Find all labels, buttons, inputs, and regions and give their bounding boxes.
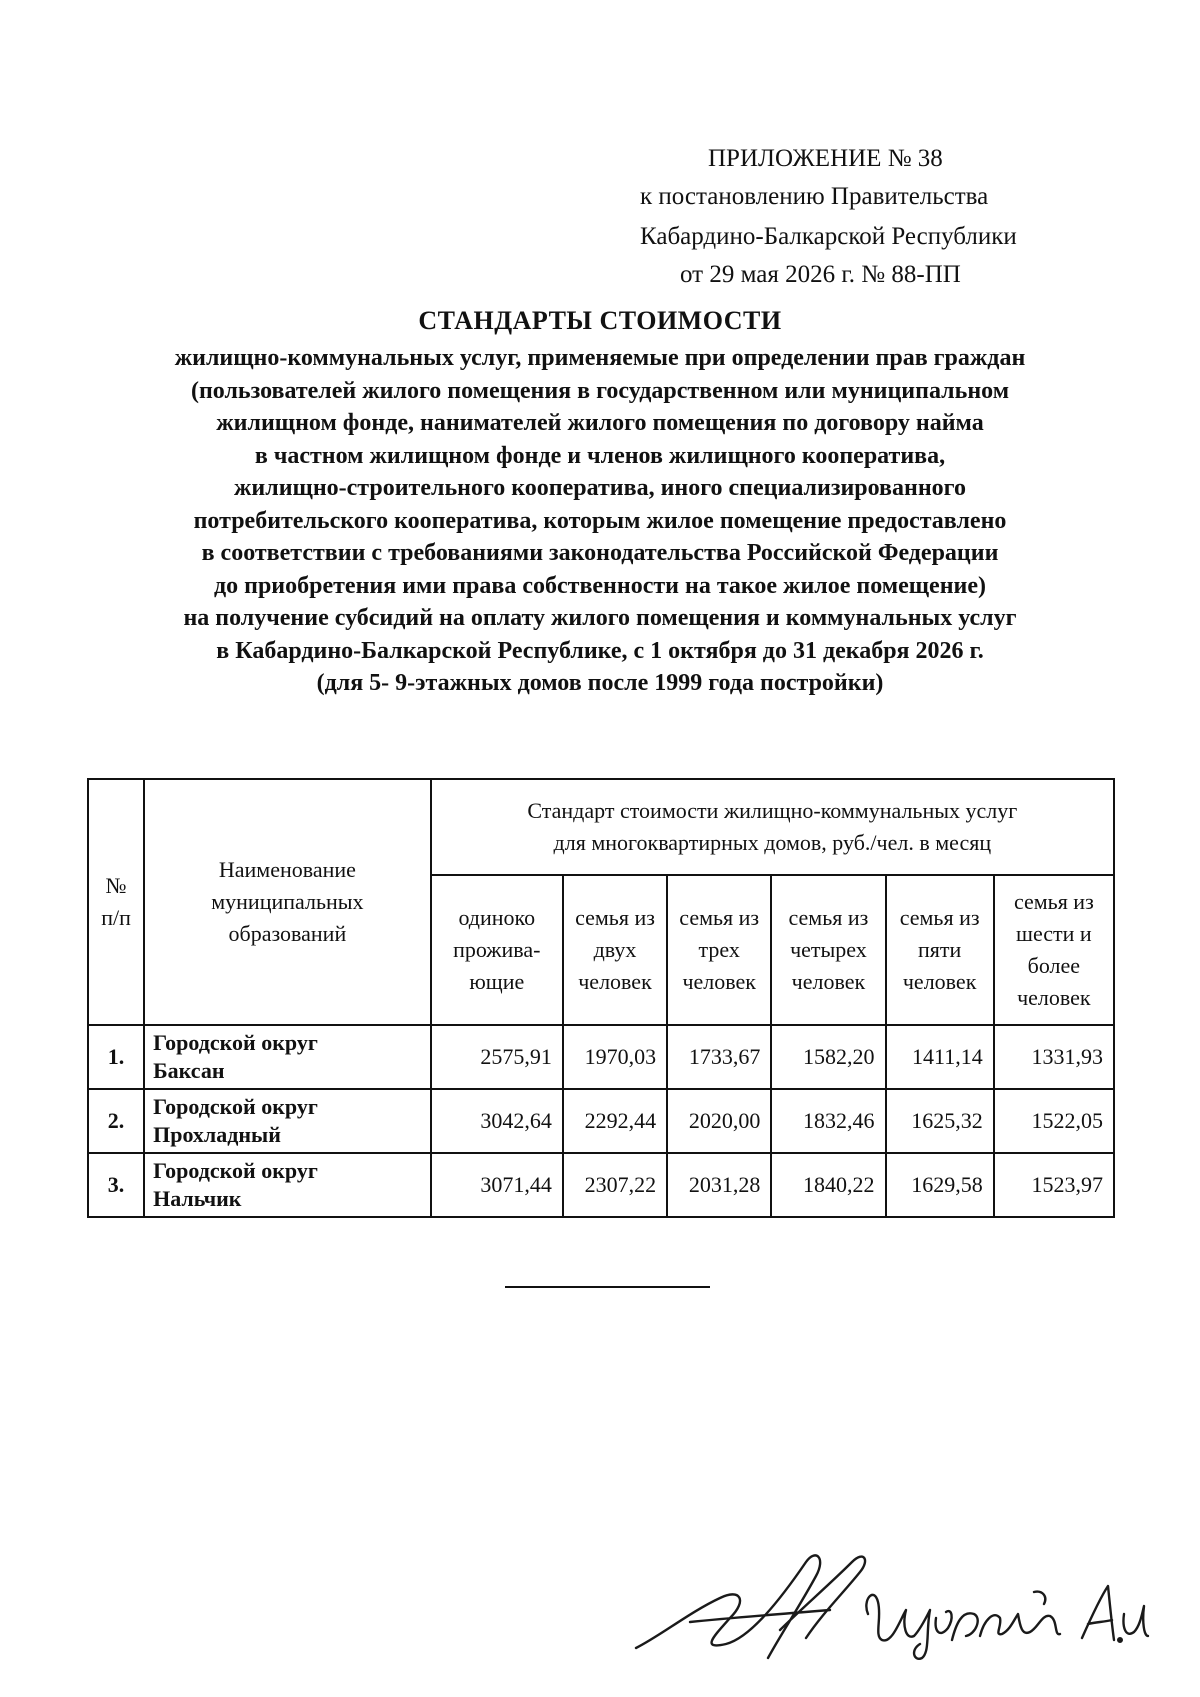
value-single: 3071,44 xyxy=(431,1153,563,1217)
value-family-6plus: 1522,05 xyxy=(994,1089,1114,1153)
value-family-3: 2020,00 xyxy=(667,1089,771,1153)
header-municipality: Наименование муниципальных образований xyxy=(144,779,431,1025)
header-family-5: семья из пяти человек xyxy=(886,875,994,1025)
value-family-2: 1970,03 xyxy=(563,1025,667,1089)
document-subtitle xyxy=(90,342,1110,700)
value-single: 3042,64 xyxy=(431,1089,563,1153)
value-family-5: 1629,58 xyxy=(886,1153,994,1217)
appendix-republic: Кабардино-Балкарской Республики xyxy=(640,223,1017,250)
row-number: 1. xyxy=(88,1025,144,1089)
document-title: СТАНДАРТЫ СТОИМОСТИ xyxy=(418,306,782,335)
value-family-2: 2307,22 xyxy=(563,1153,667,1217)
value-family-2: 2292,44 xyxy=(563,1089,667,1153)
subtitle-line: жилищно-строительного кооператива, иного специализированного xyxy=(234,475,966,501)
end-divider xyxy=(505,1286,710,1288)
value-family-6plus: 1523,97 xyxy=(994,1153,1114,1217)
value-single: 2575,91 xyxy=(431,1025,563,1089)
header-family-2: семья из двух человек xyxy=(563,875,667,1025)
row-number: 3. xyxy=(88,1153,144,1217)
value-family-4: 1832,46 xyxy=(771,1089,885,1153)
table-row xyxy=(88,1089,1114,1153)
subtitle-line: до приобретения ими права собственности на такое жилое помещение) xyxy=(213,572,986,599)
subtitle-line: жилищном фонде, нанимателей жилого помещения по договору найма xyxy=(216,410,984,436)
row-number: 2. xyxy=(88,1089,144,1153)
table-row xyxy=(88,1153,1114,1217)
municipality-name: Городской округ Прохладный xyxy=(144,1089,431,1153)
subtitle-line: в соответствии с требованиями законодательства Российской Федерации xyxy=(201,540,999,566)
municipality-name: Городской округ Баксан xyxy=(144,1025,431,1089)
municipality-name: Городской округ Нальчик xyxy=(144,1153,431,1217)
appendix-block xyxy=(640,140,1060,294)
subtitle-line: (для 5- 9-этажных домов после 1999 года постройки) xyxy=(316,670,884,696)
subtitle-line: (пользователей жилого помещения в государственном или муниципальном xyxy=(190,377,1010,404)
value-family-6plus: 1331,93 xyxy=(994,1025,1114,1089)
header-single: одиноко прожива- ющие xyxy=(431,875,563,1025)
standards-table xyxy=(87,778,1115,1218)
value-family-4: 1582,20 xyxy=(771,1025,885,1089)
subtitle-line: потребительского кооператива, которым жилое помещение предоставлено xyxy=(193,507,1007,534)
header-family-4: семья из четырех человек xyxy=(771,875,885,1025)
value-family-4: 1840,22 xyxy=(771,1153,885,1217)
header-family-3: семья из трех человек xyxy=(667,875,771,1025)
subtitle-line: в частном жилищном фонде и членов жилищного кооператива, xyxy=(254,442,946,469)
subtitle-line: в Кабардино-Балкарской Республике, с 1 октября до 31 декабря 2026 г. xyxy=(216,637,984,664)
value-family-5: 1411,14 xyxy=(886,1025,994,1089)
appendix-decree: к постановлению Правительства xyxy=(640,183,989,210)
handwritten-signature xyxy=(630,1540,1150,1670)
header-standard-cost: Стандарт стоимости жилищно-коммунальных услуг для многоквартирных домов, руб./чел. в месяц xyxy=(431,779,1114,875)
appendix-date: от 29 мая 2026 г. № 88-ПП xyxy=(680,261,961,288)
subtitle-line: жилищно-коммунальных услуг, применяемые при определении прав граждан xyxy=(174,345,1026,371)
value-family-3: 1733,67 xyxy=(667,1025,771,1089)
value-family-5: 1625,32 xyxy=(886,1089,994,1153)
header-family-6plus: семья из шести и более человек xyxy=(994,875,1114,1025)
signature-icon xyxy=(630,1540,1150,1670)
value-family-3: 2031,28 xyxy=(667,1153,771,1217)
table-row xyxy=(88,1025,1114,1089)
subtitle-line: на получение субсидий на оплату жилого помещения и коммунальных услуг xyxy=(183,605,1017,631)
appendix-number: ПРИЛОЖЕНИЕ № 38 xyxy=(708,145,943,172)
header-number: № п/п xyxy=(88,779,144,1025)
